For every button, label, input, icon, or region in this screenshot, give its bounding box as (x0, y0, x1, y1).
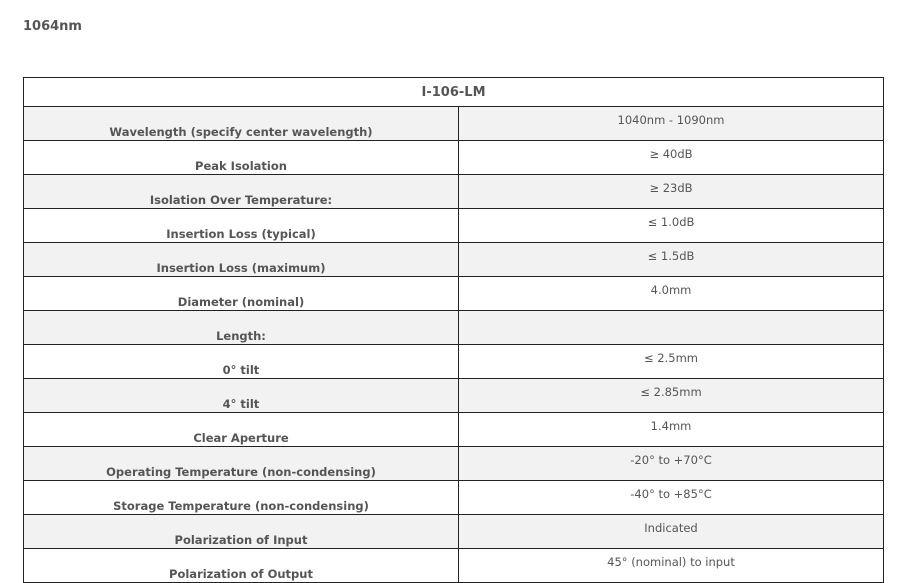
param-value: ≥ 40dB (459, 141, 884, 175)
param-value: ≤ 2.85mm (459, 379, 884, 413)
param-label: Polarization of Output (24, 549, 459, 583)
param-label: Length: (24, 311, 459, 345)
param-label: 0° tilt (24, 345, 459, 379)
table-row (24, 345, 884, 379)
param-label: Peak Isolation (24, 141, 459, 175)
param-label: Storage Temperature (non-condensing) (24, 481, 459, 515)
spec-table (23, 77, 884, 583)
param-label: Wavelength (specify center wavelength) (24, 107, 459, 141)
table-row (24, 379, 884, 413)
table-row (24, 209, 884, 243)
table-row (24, 447, 884, 481)
table-row (24, 413, 884, 447)
table-row (24, 549, 884, 583)
param-label: Clear Aperture (24, 413, 459, 447)
param-label: 4° tilt (24, 379, 459, 413)
param-label: Insertion Loss (typical) (24, 209, 459, 243)
param-value: ≤ 2.5mm (459, 345, 884, 379)
param-value: 1.4mm (459, 413, 884, 447)
param-value: -40° to +85°C (459, 481, 884, 515)
param-label: Insertion Loss (maximum) (24, 243, 459, 277)
param-label: Isolation Over Temperature: (24, 175, 459, 209)
table-row (24, 515, 884, 549)
table-row (24, 175, 884, 209)
param-value: ≤ 1.0dB (459, 209, 884, 243)
param-label: Operating Temperature (non-condensing) (24, 447, 459, 481)
table-row (24, 107, 884, 141)
table-title: I-106-LM (24, 78, 884, 107)
param-value: ≤ 1.5dB (459, 243, 884, 277)
table-row (24, 311, 884, 345)
param-value: -20° to +70°C (459, 447, 884, 481)
table-row (24, 481, 884, 515)
param-label: Polarization of Input (24, 515, 459, 549)
param-value: 1040nm - 1090nm (459, 107, 884, 141)
table-row (24, 243, 884, 277)
param-label: Diameter (nominal) (24, 277, 459, 311)
table-row (24, 277, 884, 311)
param-value: Indicated (459, 515, 884, 549)
param-value (459, 311, 884, 345)
page-heading: 1064nm (23, 19, 82, 34)
param-value: ≥ 23dB (459, 175, 884, 209)
param-value: 45° (nominal) to input (459, 549, 884, 583)
table-row (24, 141, 884, 175)
param-value: 4.0mm (459, 277, 884, 311)
table-header-row (24, 78, 884, 107)
